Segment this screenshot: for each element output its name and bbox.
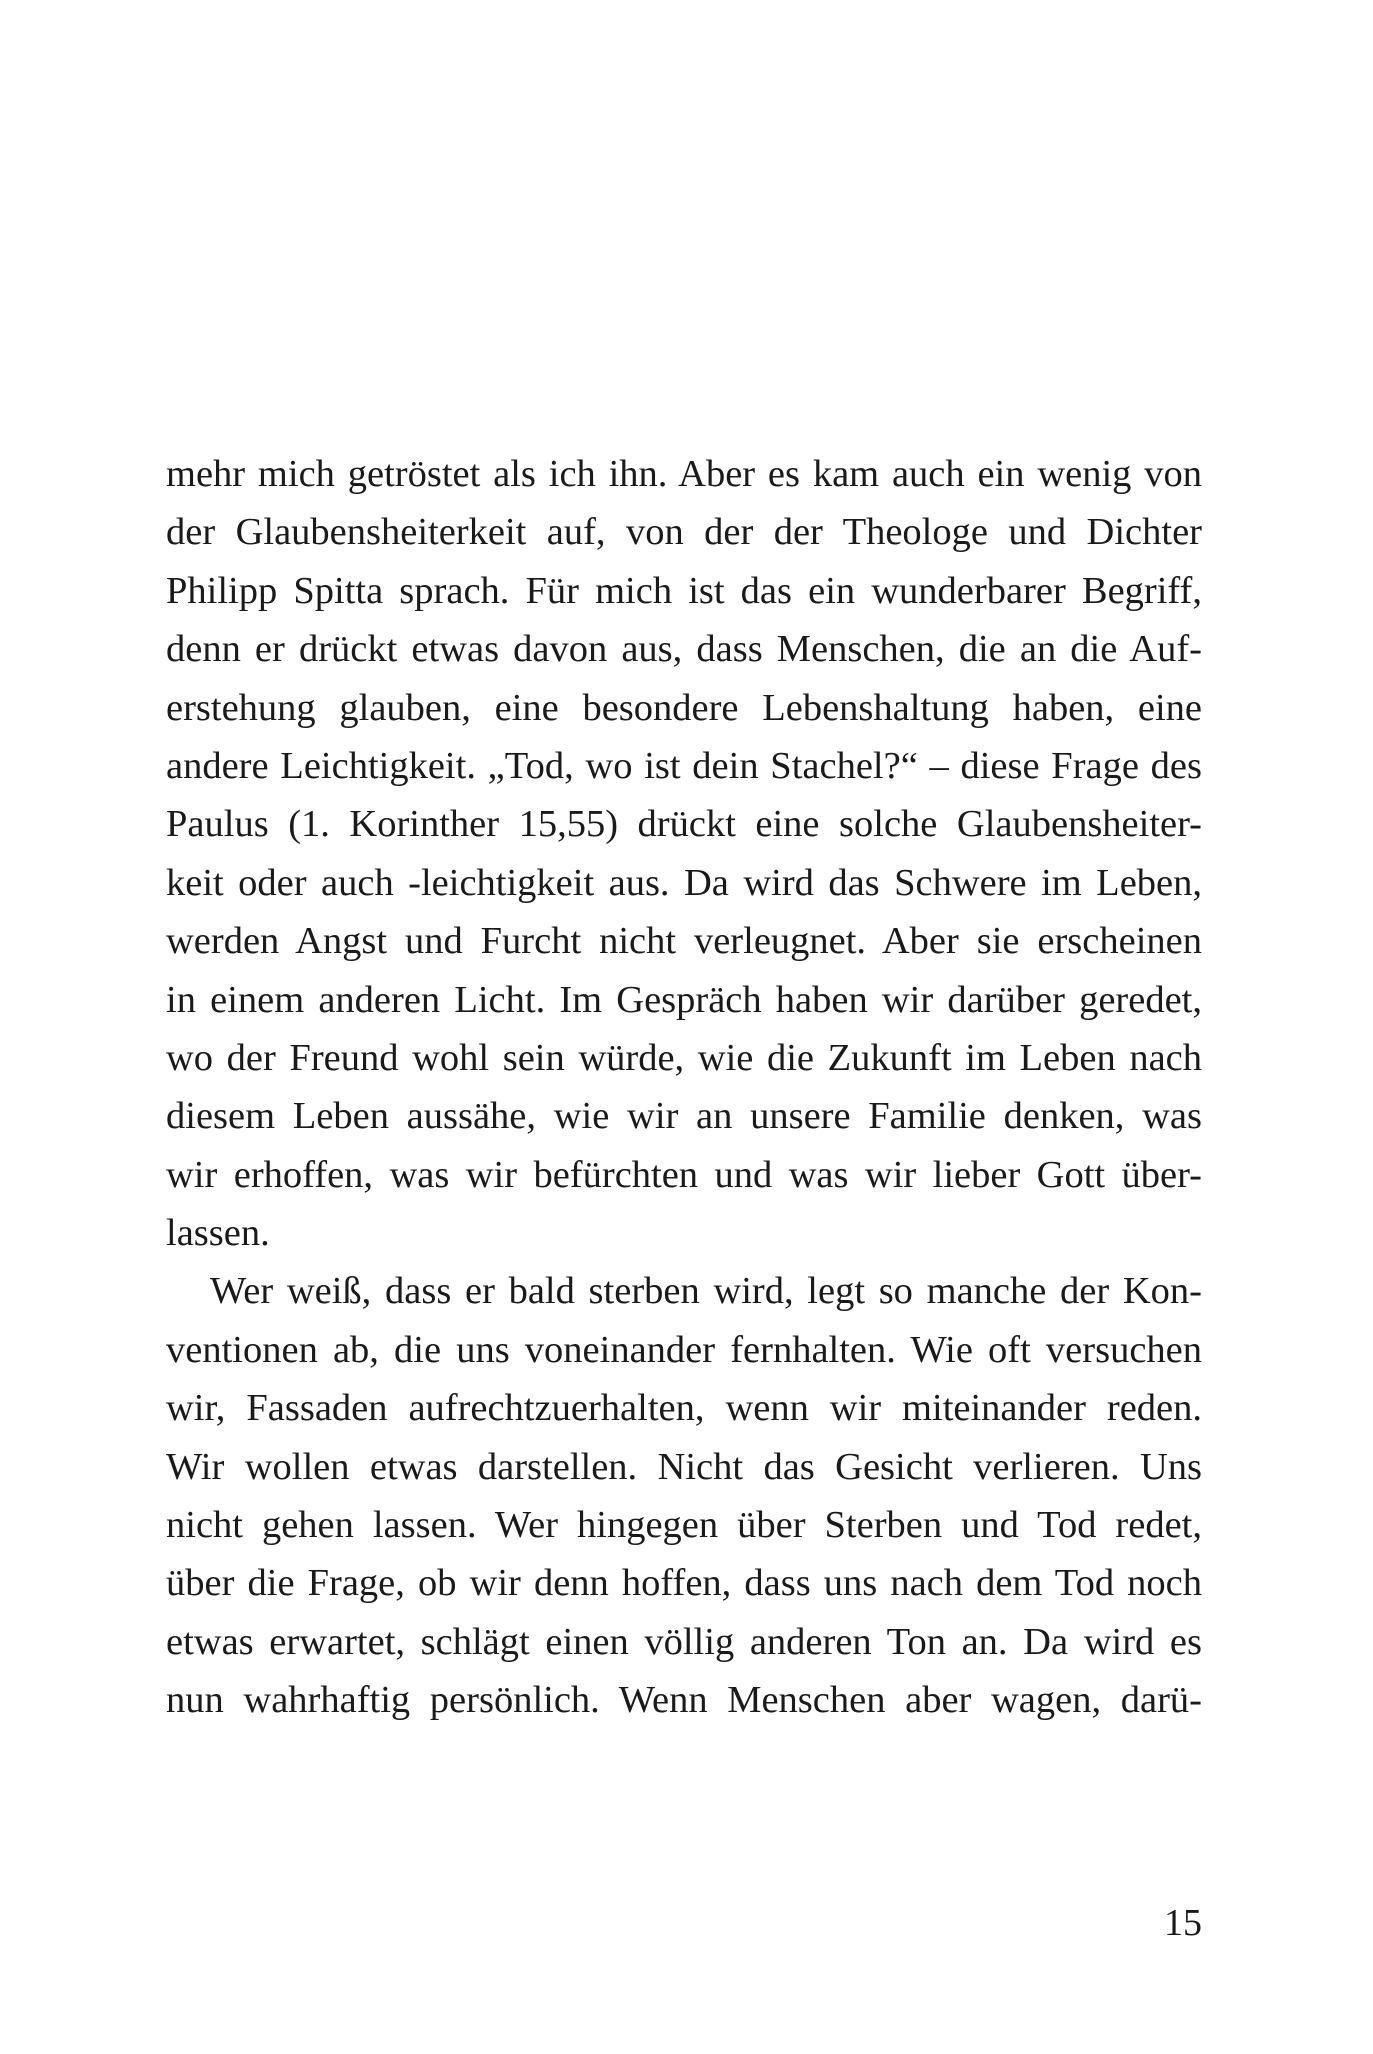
text-line: werden Angst und Furcht nicht verleugnet. Aber sie erscheinen: [166, 920, 1202, 963]
text-line: der Glaubensheiterkeit auf, von der der Theologe und Dichter: [166, 511, 1202, 554]
text-line: Paulus (1. Korinther 15,55) drückt eine solche Glaubensheiter-: [166, 803, 1202, 846]
text-line: über die Frage, ob wir denn hoffen, dass uns nach dem Tod noch: [166, 1562, 1202, 1605]
text-line: etwas erwartet, schlägt einen völlig anderen Ton an. Da wird es: [166, 1620, 1202, 1663]
paragraph-1: [166, 445, 1202, 1262]
text-line: nicht gehen lassen. Wer hingegen über Sterben und Tod redet,: [166, 1504, 1202, 1547]
text-line: wir, Fassaden aufrechtzuerhalten, wenn wir miteinander reden.: [166, 1387, 1202, 1430]
text-line: Wer weiß, dass er bald sterben wird, legt so manche der Kon-: [210, 1270, 1202, 1313]
text-line: Philipp Spitta sprach. Für mich ist das ein wunderbarer Begriff,: [166, 569, 1202, 612]
text-line: Wir wollen etwas darstellen. Nicht das Gesicht verlieren. Uns: [166, 1445, 1202, 1488]
text-line: lassen.: [166, 1212, 270, 1255]
text-line: in einem anderen Licht. Im Gespräch haben wir darüber geredet,: [166, 978, 1202, 1021]
text-line: keit oder auch -leichtigkeit aus. Da wird das Schwere im Leben,: [166, 861, 1202, 904]
text-line: diesem Leben aussähe, wie wir an unsere Familie denken, was: [166, 1095, 1202, 1138]
paragraph-2: [166, 1262, 1202, 1729]
text-line: andere Leichtigkeit. „Tod, wo ist dein Stachel?“ – diese Frage des: [166, 744, 1202, 787]
text-line: mehr mich getröstet als ich ihn. Aber es kam auch ein wenig von: [166, 453, 1202, 495]
page-number: 15: [1164, 1902, 1202, 1944]
text-line: ventionen ab, die uns voneinander fernhalten. Wie oft versuchen: [166, 1328, 1202, 1371]
text-line: erstehung glauben, eine besondere Lebenshaltung haben, eine: [166, 686, 1202, 729]
text-line: wo der Freund wohl sein würde, wie die Zukunft im Leben nach: [166, 1036, 1202, 1079]
text-line: nun wahrhaftig persönlich. Wenn Menschen aber wagen, darü-: [166, 1679, 1202, 1722]
body-text: [166, 445, 1202, 1730]
text-line: wir erhoffen, was wir befürchten und was wir lieber Gott über-: [166, 1153, 1202, 1196]
text-line: denn er drückt etwas davon aus, dass Menschen, die an die Auf-: [166, 628, 1202, 671]
